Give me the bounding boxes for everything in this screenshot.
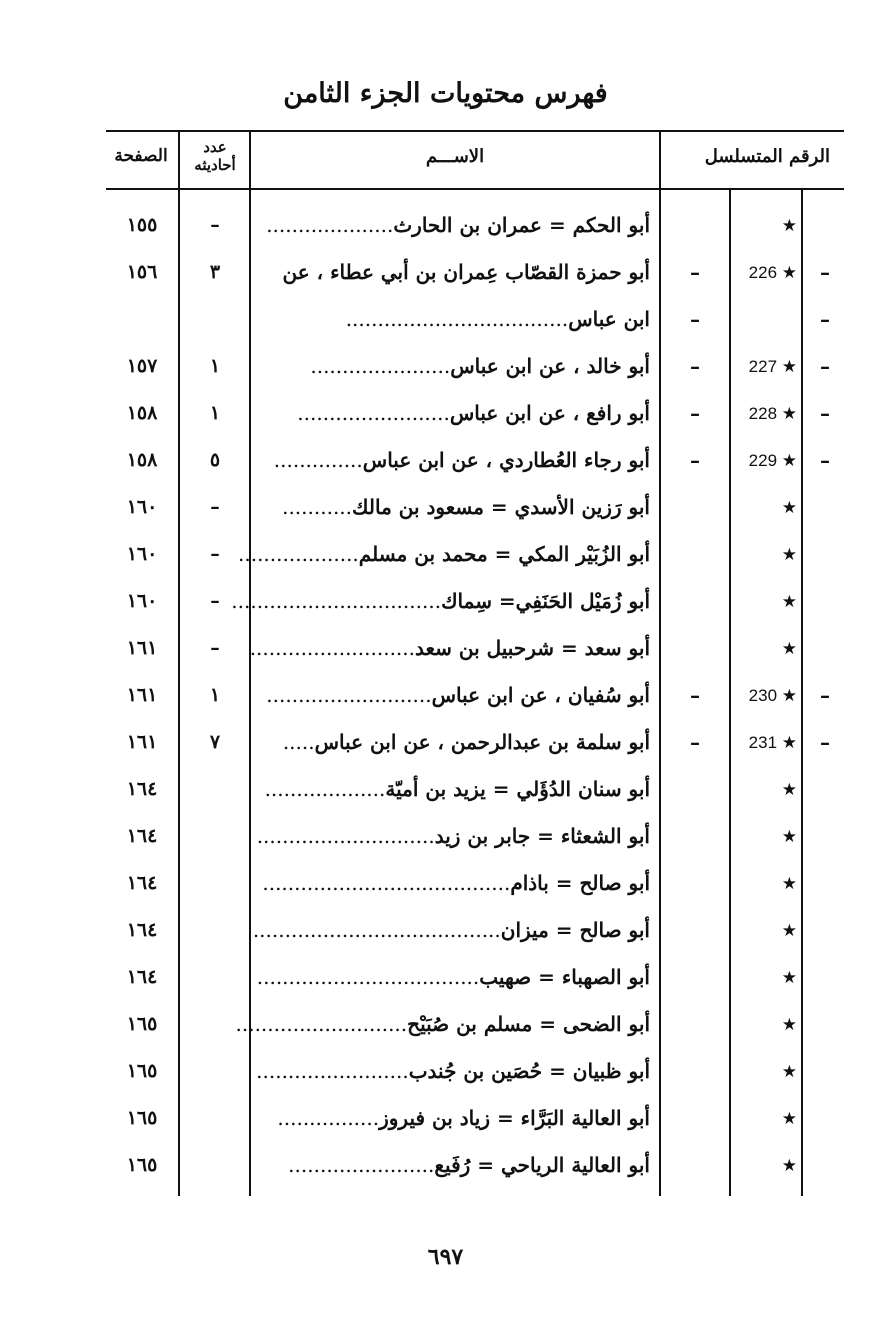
name-cell [262,343,650,390]
header-page: الصفحة [114,146,168,166]
dash-cell [664,1048,726,1095]
page-cell: ١٦٤ [126,919,158,941]
name-text: أبو صالح = باذام [510,871,650,895]
serial-number-cell: ★ [781,216,797,235]
name-text: أبو الزُبَيْر المكي = محمد بن مسلم [358,542,650,566]
name-text: أبو العالية الرياحي = رُفَيع [434,1153,650,1177]
name-cell [262,860,650,907]
leader-dots: .................... [266,213,394,237]
serial-number-cell: ★ [781,827,797,846]
table-row [0,249,891,296]
name-cell [262,296,650,343]
name-cell [262,1095,650,1142]
dash-cell: – [820,354,830,378]
page-cell: ١٥٨ [126,449,158,471]
name-cell [252,907,650,954]
hadith-count-cell: ١ [209,402,221,424]
hadith-count-cell: – [210,214,220,236]
table-row [0,813,891,860]
name-cell [262,484,650,531]
leader-dots: ........... [282,495,353,519]
table-row [0,202,891,249]
leader-dots: ........................... [235,1012,408,1036]
page-cell: ١٦٠ [126,543,158,565]
leader-dots: ............................ [256,824,435,848]
hadith-count-cell [180,954,250,1001]
table-row [0,907,891,954]
dash-cell [806,484,844,531]
name-text: أبو سنان الدُؤَلي = يزيد بن أميّة [385,777,650,801]
dash-cell [806,1142,844,1189]
dash-cell [806,202,844,249]
serial-number-cell: 230 ★ [748,686,797,705]
hadith-count-cell [180,766,250,813]
table-row [0,531,891,578]
page-cell: ١٦٥ [126,1060,158,1082]
table-row [0,1095,891,1142]
dash-cell [806,1048,844,1095]
hadith-count-cell: – [210,637,220,659]
name-cell [238,531,650,578]
name-cell [262,202,650,249]
serial-number-cell: ★ [781,1015,797,1034]
serial-number-cell: ★ [781,498,797,517]
hadith-count-cell [180,813,250,860]
serial-number-cell: ★ [781,968,797,987]
dash-cell: – [820,730,830,754]
header-name: الاســـم [425,146,485,167]
name-text: أبو العالية البَرَّاء = زياد بن فيروز [379,1106,650,1130]
dash-cell [806,1095,844,1142]
table-row [0,954,891,1001]
page-cell: ١٥٥ [126,214,158,236]
page-cell: ١٦١ [126,637,158,659]
hadith-count-cell: – [210,543,220,565]
leader-dots: .......................... [249,636,415,660]
page-cell: ١٥٧ [126,355,158,377]
dash-cell [664,766,726,813]
dash-cell: – [820,307,830,331]
page-cell: ١٦٤ [126,966,158,988]
leader-dots: ................... [238,542,359,566]
leader-dots: ................................... [345,307,569,331]
page-cell: ١٦٤ [126,825,158,847]
serial-number-cell: 226 ★ [748,263,797,282]
leader-dots: ....................................... [262,871,511,895]
header-hadith-count [180,138,250,174]
page-cell: ١٦٠ [126,590,158,612]
name-cell [262,719,650,766]
dash-cell [664,625,726,672]
name-text: أبو سلمة بن عبدالرحمن ، عن ابن عباس [314,730,650,754]
dash-cell: – [820,448,830,472]
table-row [0,437,891,484]
page-cell: ١٥٦ [126,261,158,283]
leader-dots: ................... [264,777,386,801]
name-text: أبو الصهباء = صهيب [479,965,650,989]
hadith-count-cell [180,860,250,907]
dash-cell [664,954,726,1001]
dash-cell [664,531,726,578]
table-row [0,766,891,813]
leader-dots: ................................. [231,589,442,613]
table-row [0,860,891,907]
serial-number-cell: ★ [781,639,797,658]
hadith-count-cell: – [210,590,220,612]
leader-dots: ..... [282,730,315,754]
dash-cell: – [820,683,830,707]
name-cell [249,625,650,672]
name-text: أبو ظبيان = حُصَين بن جُندب [408,1059,650,1083]
dash-cell [806,766,844,813]
name-cell [262,437,650,484]
leader-dots: .......................... [266,683,432,707]
page-cell: ١٥٨ [126,402,158,424]
table-row [0,672,891,719]
hadith-count-cell [180,1142,250,1189]
page-cell: ١٦٥ [126,1107,158,1129]
leader-dots: ................ [277,1106,380,1130]
dash-cell [664,1001,726,1048]
name-text: أبو رجاء العُطاردي ، عن ابن عباس [362,448,650,472]
dash-cell [664,860,726,907]
serial-number-cell: ★ [781,1062,797,1081]
leader-dots: ........................ [256,1059,409,1083]
name-cell [262,672,650,719]
name-cell [256,1048,650,1095]
page-cell: ١٦٤ [126,778,158,800]
name-text: أبو الشعثاء = جابر بن زيد [434,824,650,848]
dash-cell [664,202,726,249]
dash-cell [806,860,844,907]
dash-cell [806,578,844,625]
hadith-count-cell: ١ [209,355,221,377]
table-row [0,1142,891,1189]
dash-cell [806,625,844,672]
hadith-count-cell [180,296,250,343]
hadith-count-cell [180,907,250,954]
serial-number-cell: 229 ★ [748,451,797,470]
hadith-count-cell [180,1048,250,1095]
table-row [0,296,891,343]
name-cell [231,578,650,625]
hadith-count-cell: ٥ [209,449,221,471]
page-cell: ١٦١ [126,684,158,706]
name-text: أبو خالد ، عن ابن عباس [450,354,650,378]
serial-number-cell: ★ [781,1156,797,1175]
header-count-line1: عدد [203,138,227,156]
name-cell [262,766,650,813]
leader-dots: ................................... [256,965,480,989]
dash-cell [664,813,726,860]
dash-cell [664,578,726,625]
name-text: أبو الضحى = مسلم بن صُبَيْح [407,1012,650,1036]
name-text: أبو صالح = ميزان [500,918,650,942]
table-header-rule [106,188,844,190]
hadith-count-cell: ١ [209,684,221,706]
header-serial: الرقم المتسلسل [704,146,830,167]
table-row [0,343,891,390]
page-number: ٦٩٧ [427,1244,464,1270]
dash-cell [664,907,726,954]
serial-number-cell: ★ [781,592,797,611]
hadith-count-cell [180,1095,250,1142]
serial-number-cell: 228 ★ [748,404,797,423]
name-text: أبو رَزين الأسدي = مسعود بن مالك [352,495,650,519]
dash-cell: – [690,730,700,754]
page-cell [106,296,178,343]
name-text: ابن عباس [568,307,650,331]
dash-cell [664,1095,726,1142]
page-cell: ١٦٥ [126,1154,158,1176]
table-row [0,484,891,531]
table-row [0,1048,891,1095]
leader-dots: ...................... [310,354,451,378]
table-row [0,625,891,672]
table-row [0,719,891,766]
dash-cell [806,907,844,954]
dash-cell: – [820,401,830,425]
page-cell: ١٦٠ [126,496,158,518]
table-top-rule [106,130,844,132]
dash-cell: – [690,307,700,331]
table-row [0,1001,891,1048]
dash-cell [806,531,844,578]
name-text: أبو حمزة القصّاب عِمران بن أبي عطاء ، عن [282,260,650,284]
name-text: أبو الحكم = عمران بن الحارث [393,213,650,237]
serial-number-cell: ★ [781,874,797,893]
name-text: أبو سُفيان ، عن ابن عباس [431,683,650,707]
table-row [0,578,891,625]
page-cell: ١٦١ [126,731,158,753]
page-cell: ١٦٥ [126,1013,158,1035]
serial-number-cell: 231 ★ [748,733,797,752]
name-cell [256,954,650,1001]
hadith-count-cell: ٣ [209,261,221,283]
dash-cell [806,813,844,860]
dash-cell [806,954,844,1001]
dash-cell [664,1142,726,1189]
leader-dots: .............. [273,448,363,472]
hadith-count-cell: – [210,496,220,518]
dash-cell: – [690,683,700,707]
dash-cell: – [690,401,700,425]
name-cell [256,813,650,860]
hadith-count-cell: ٧ [209,731,221,753]
serial-number-cell: ★ [781,1109,797,1128]
dash-cell [664,484,726,531]
name-cell [235,1001,650,1048]
page-title: فهرس محتويات الجزء الثامن [283,78,608,109]
name-cell [262,249,650,296]
dash-cell: – [690,260,700,284]
leader-dots: ........................ [297,401,450,425]
name-text: أبو زُمَيْل الحَنَفِي= سِماك [441,589,650,613]
leader-dots: ....................... [288,1153,435,1177]
serial-number-cell [733,296,799,343]
dash-cell [806,1001,844,1048]
name-text: أبو سعد = شرحبيل بن سعد [415,636,650,660]
page-cell: ١٦٤ [126,872,158,894]
serial-number-cell: ★ [781,545,797,564]
name-text: أبو رافع ، عن ابن عباس [449,401,650,425]
serial-number-cell: ★ [781,780,797,799]
leader-dots: ....................................... [252,918,501,942]
name-cell [262,1142,650,1189]
dash-cell: – [690,354,700,378]
dash-cell: – [690,448,700,472]
table-row [0,390,891,437]
serial-number-cell: 227 ★ [748,357,797,376]
header-count-line2: أحاديثه [194,156,236,174]
name-cell [262,390,650,437]
serial-number-cell: ★ [781,921,797,940]
dash-cell: – [820,260,830,284]
